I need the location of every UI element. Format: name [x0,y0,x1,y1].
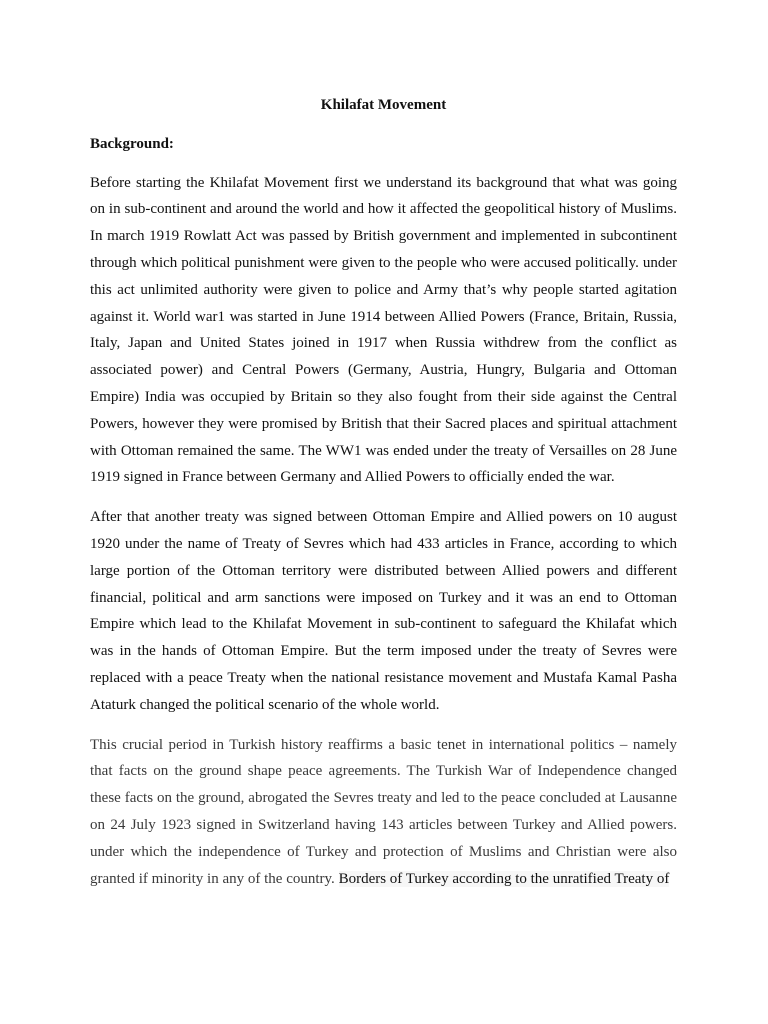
paragraph-3 [90,732,677,893]
paragraph-3-text: This crucial period in Turkish history reaffirms a basic tenet in international politics – namely that facts on the ground shape peace agreements. The Turkish War of Independence changed these facts on the ground, abrogated the Sevres treaty and led to the peace concluded at Lausanne on 24 July 1923 signed in Switzerland having 143 articles between Turkey and Allied powers. under which the independence of Turkey and protection of Muslims and Christian were also granted if minority in any of the country. [90,736,677,887]
paragraph-3-highlight: Borders of Turkey according to the unratified Treaty of [338,870,670,887]
paragraph-2: After that another treaty was signed between Ottoman Empire and Allied powers on 10 august 1920 under the name of Treaty of Sevres which had 433 articles in France, according to which large portion of the Ottoman territory were distributed between Allied powers and different financial, political and arm sanctions were imposed on Turkey and it was an end to Ottoman Empire which lead to the Khilafat Movement in sub-continent to safeguard the Khilafat which was in the hands of Ottoman Empire. But the term imposed under the treaty of Sevres were replaced with a peace Treaty when the national resistance movement and Mustafa Kamal Pasha Ataturk changed the political scenario of the whole world. [90,509,677,713]
document-body [90,92,677,905]
document-title: Khilafat Movement [320,97,447,113]
section-heading: Background: [90,135,174,152]
paragraph-1: Before starting the Khilafat Movement first we understand its background that what was going on in sub-continent and around the world and how it affected the geopolitical history of Muslims. In march 1919 Rowlatt Act was passed by British government and implemented in subcontinent through which political punishment were given to the people who were accused politically. under this act unlimited authority were given to police and Army that’s why people started agitation against it. World war1 was started in June 1914 between Allied Powers (France, Britain, Russia, Italy, Japan and United States joined in 1917 when Russia withdrew from the conflict as associated power) and Central Powers (Germany, Austria, Hungry, Bulgaria and Ottoman Empire) India was occupied by Britain so they also fought from their side against the Central Powers, however they were promised by British that their Sacred places and spiritual attachment with Ottoman remained the same. The WW1 was ended under the treaty of Versailles on 28 June 1919 signed in France between Germany and Allied Powers to officially ended the war. [90,174,677,486]
